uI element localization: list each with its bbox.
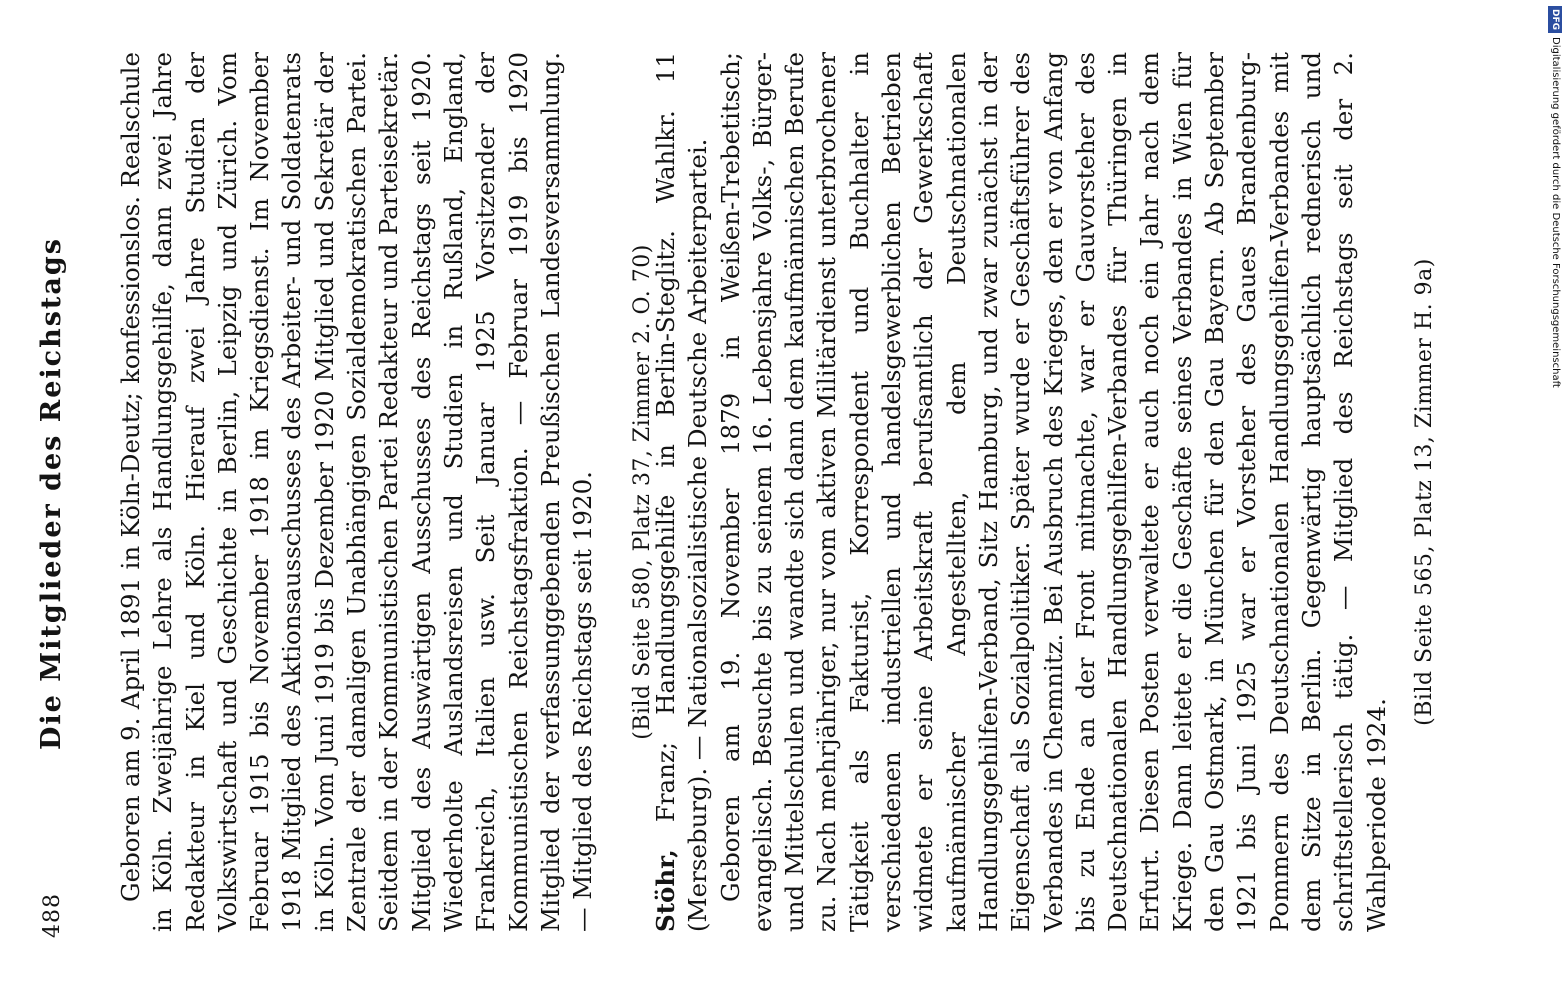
page-number: 488 <box>40 893 65 938</box>
entry-2-caption: (Bild Seite 565, Platz 13, Zimmer H. 9a) <box>1411 258 1437 726</box>
entry-2-heading-text: Franz; Handlungsgehilfe in Berlin-Steglitz. Wahlkr. 11 (Merseburg). — Nationalsozialistische Deutsche Arbeiterpartei. <box>651 52 713 932</box>
digitization-stamp <box>1548 6 1562 994</box>
entry-2-body: Geboren am 19. November 1879 in Weißen-Trebetitsch; evangelisch. Besuchte bis zu seinem 16. Lebensjahre Volks-, Bürger- und Mittelschulen und wandte sich dann dem kaufmännischen Berufe zu. Nach mehrjähriger, nur vom aktiven Militärdienst unterbrochener Tätigkeit als Fakturist, Korrespondent und Buchhalter in verschiedenen industriellen und handelsgewerblichen Betrieben widmete er seine Arbeitskraft berufsamtlich der Gewerkschaft kaufmännischer Angestellten, dem Deutschnationalen Handlungsgehilfen-Verband, Sitz Hamburg, und zwar zunächst in der Eigenschaft als Sozialpolitiker. Später wurde er Geschäftsführer des Verbandes in Chemnitz. Bei Ausbruch des Krieges, den er von Anfang bis zu Ende an der Front mitmachte, war er Gauvorsteher des Deutschnationalen Handlungsgehilfen-Verbandes für Thüringen in Erfurt. Diesen Posten verwaltete er auch noch ein Jahr nach dem Kriege. Dann leitete er die Geschäfte seines Verbandes in Wien für den Gau Ostmark, in München für den Gau Bayern. Ab September 1921 bis Juni 1925 war er Vorsteher des Gaues Brandenburg-Pommern des Deutschnationalen Handlungsgehilfen-Verbandes mit dem Sitze in Berlin. Gegenwärtig hauptsächlich rednerisch und schriftstellerisch tätig. — Mitglied des Reichstags seit der 2. Wahlperiode 1924. <box>715 52 1391 932</box>
entry-1-body: Geboren am 9. April 1891 in Köln-Deutz; konfessionslos. Realschule in Köln. Zweijährige Lehre als Handlungsgehilfe, dann zwei Jahre Redakteur in Kiel und Köln. Hierauf zwei Jahre Studien der Volkswirtschaft und Geschichte in Berlin, Leipzig und Zürich. Vom Februar 1915 bis November 1918 im Kriegsdienst. Im November 1918 Mitglied des Aktionsausschusses des Arbeiter- und Soldatenrats in Köln. Vom Juni 1919 bis Dezember 1920 Mitglied und Sekretär der Zentrale der damaligen Unabhängigen Sozialdemokratischen Partei. Seitdem in der Kommunistischen Partei Redakteur und Parteisekretär. Mitglied des Auswärtigen Ausschusses des Reichstags seit 1920. Wiederholte Auslandsreisen und Studien in Rußland, England, Frankreich, Italien usw. Seit Januar 1925 Vorsitzender der Kommunistischen Reichstagsfraktion. — Februar 1919 bis 1920 Mitglied der verfassunggebenden Preußischen Landesversammlung. — Mitglied des Reichstags seit 1920. <box>116 52 598 932</box>
entry-2-heading <box>650 52 715 932</box>
entry-2-name: Stöhr, <box>651 849 680 932</box>
dfg-logo: DFG <box>1548 6 1562 33</box>
entry-1 <box>115 52 660 932</box>
page-title: Die Mitglieder des Reichstags <box>36 237 67 750</box>
stamp-text: Digitalisierung gefördert durch die Deutsche Forschungsgemeinschaft <box>1550 37 1561 388</box>
stamp-text-line <box>1548 6 1562 994</box>
entry-1-caption: (Bild Seite 580, Platz 37, Zimmer 2. O. 70) <box>630 244 656 740</box>
entry-2 <box>650 52 1441 932</box>
